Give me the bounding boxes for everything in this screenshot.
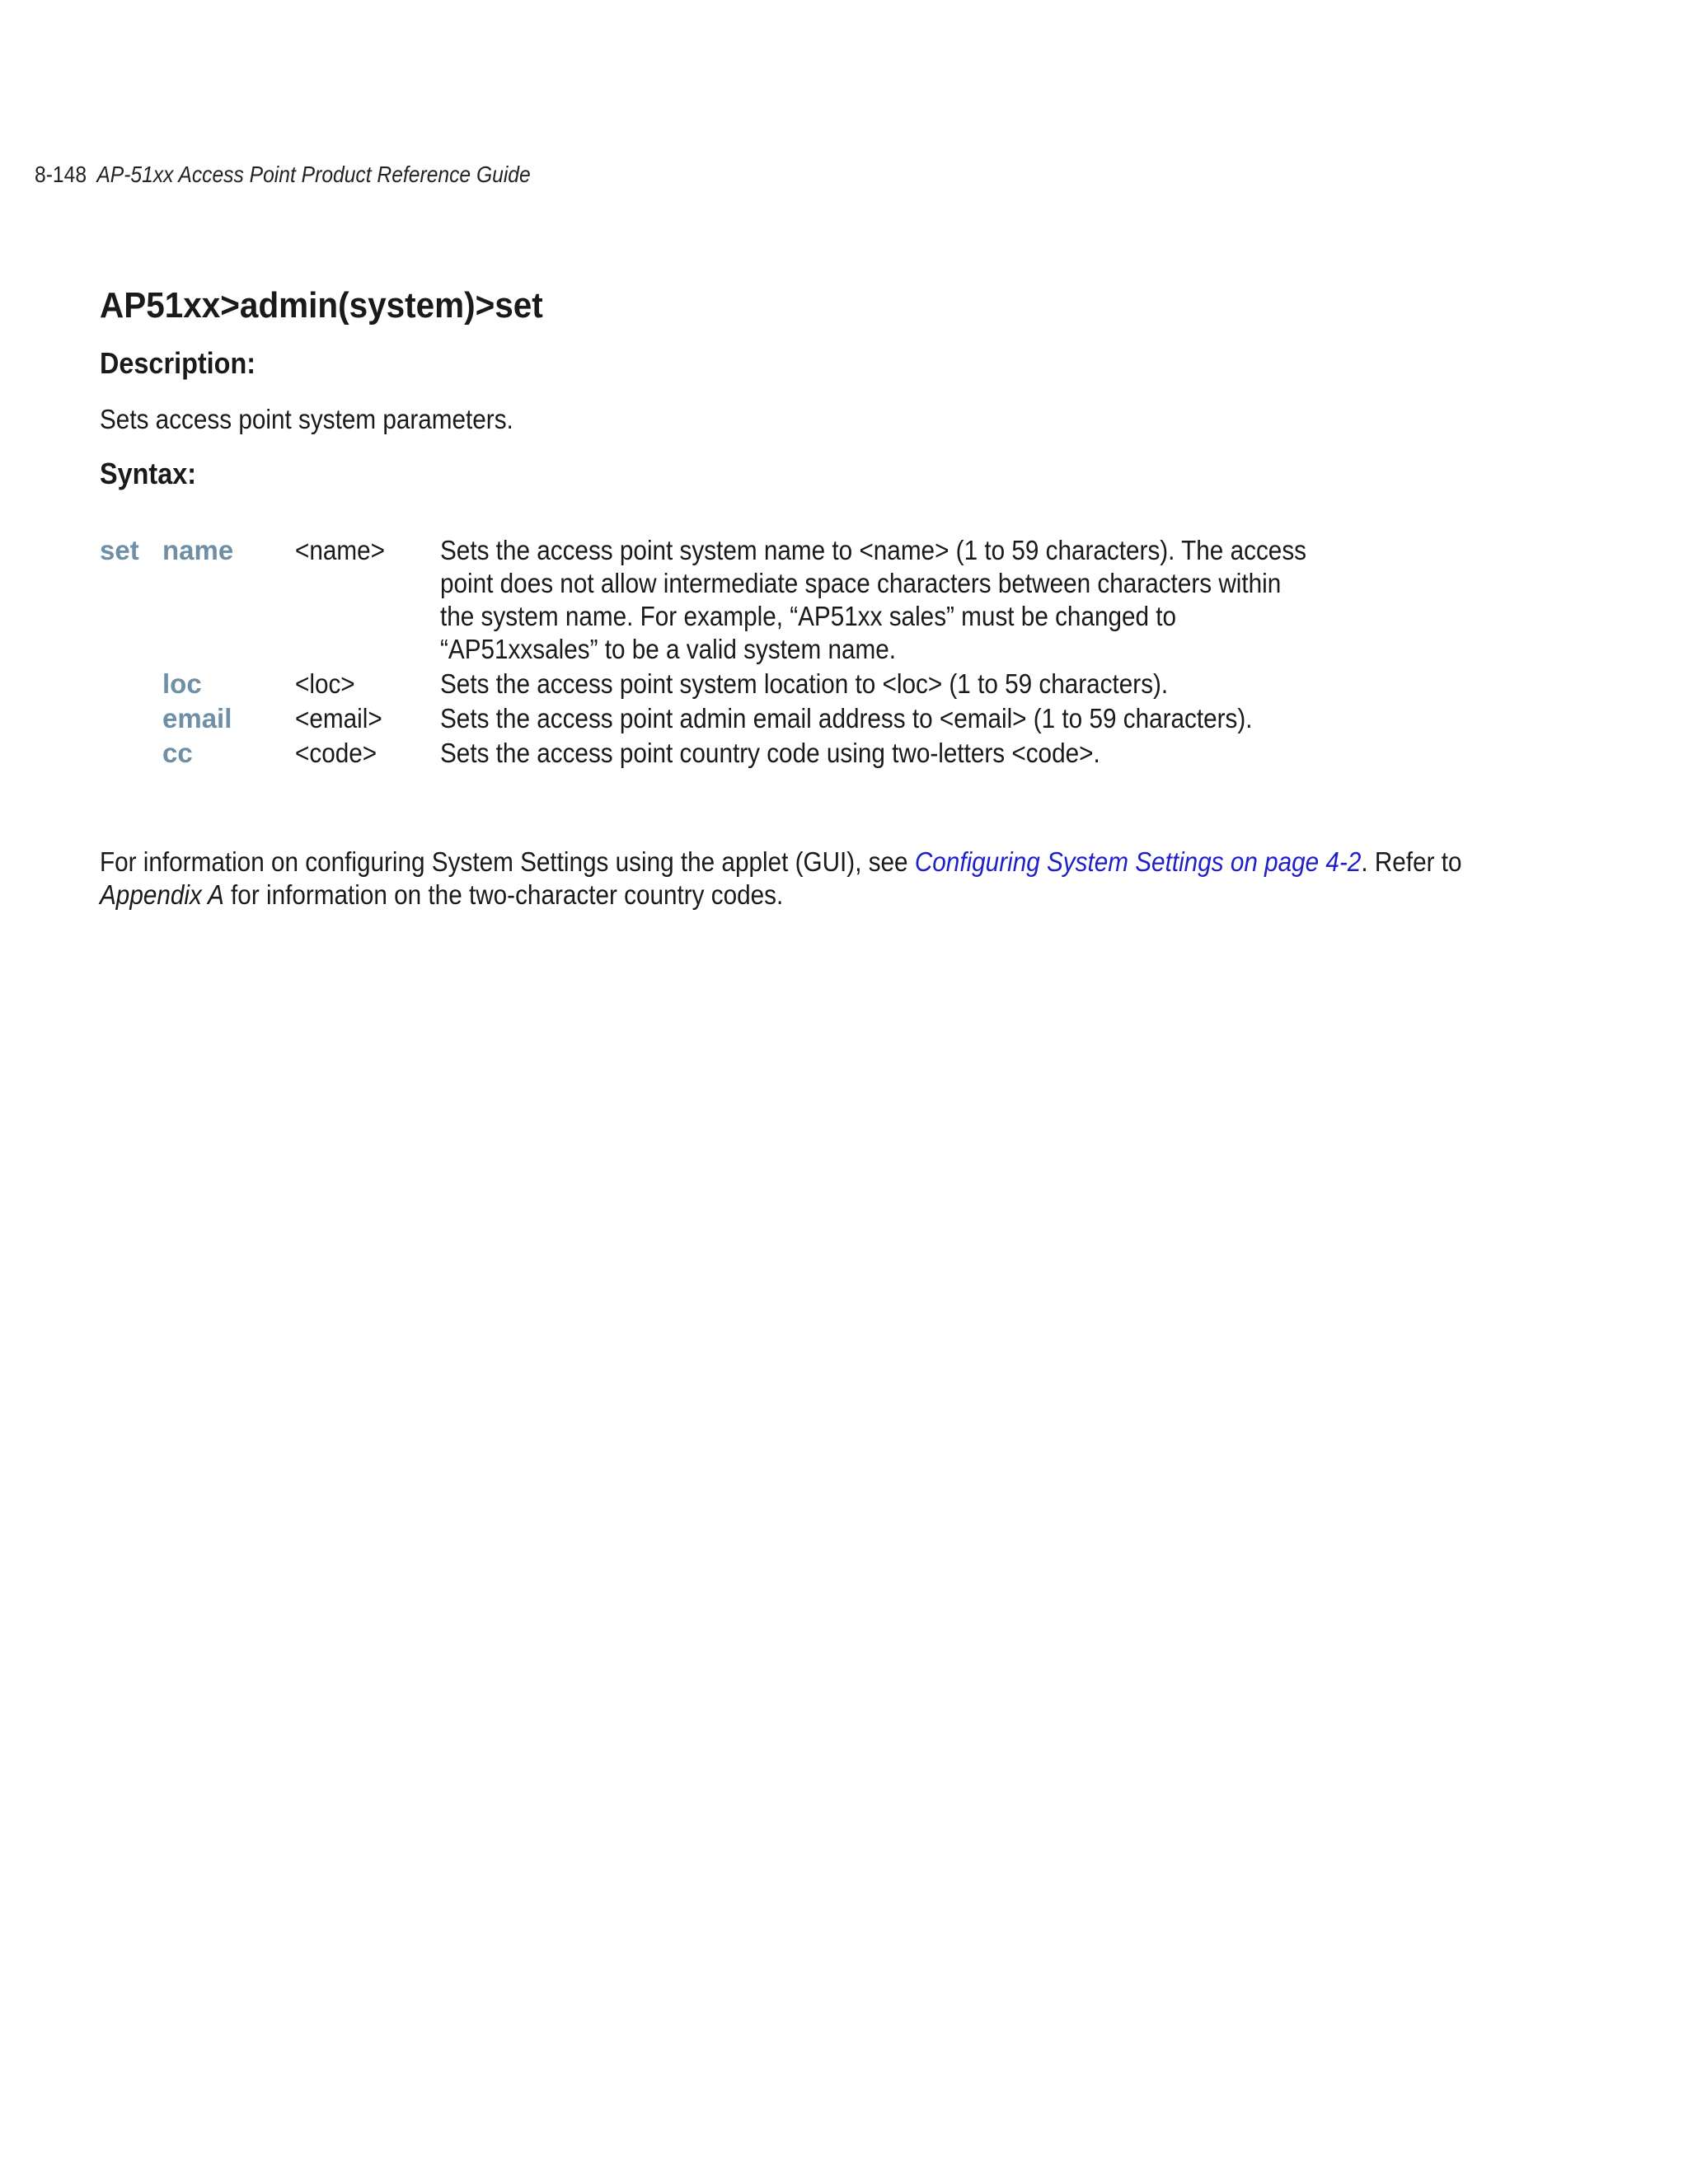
- description-email: [440, 702, 1289, 735]
- description-line: point does not allow intermediate space characters between characters within: [440, 568, 1282, 598]
- cross-reference-link[interactable]: Configuring System Settings on page 4-2: [914, 846, 1362, 877]
- command-keyword-set: set: [100, 535, 139, 565]
- page-number: 8-148: [35, 162, 87, 187]
- argument-email: <email>: [295, 703, 382, 733]
- description-line: Sets the access point system location to <loc> (1 to 59 characters).: [440, 668, 1169, 699]
- reference-text: For information on configuring System Settings using the applet (GUI), see: [100, 846, 915, 877]
- description-line: the system name. For example, “AP51xx sales” must be changed to: [440, 601, 1177, 631]
- syntax-table: [100, 534, 1501, 770]
- reference-line-1: [100, 846, 1462, 879]
- syntax-row-email: [100, 702, 1501, 735]
- syntax-heading: Syntax:: [100, 457, 197, 490]
- command-title: AP51xx>admin(system)>set: [100, 285, 543, 326]
- description-loc: [440, 668, 1289, 701]
- main-content: [100, 285, 1501, 912]
- description-line: Sets the access point country code using two-letters <code>.: [440, 738, 1100, 768]
- page-header: [35, 162, 531, 188]
- description-cc: [440, 737, 1289, 770]
- guide-title: AP-51xx Access Point Product Reference Guide: [96, 162, 531, 187]
- reference-text: for information on the two-character country codes.: [223, 879, 784, 910]
- description-name: [440, 534, 1307, 666]
- description-text: Sets access point system parameters.: [100, 404, 513, 434]
- description-line: Sets the access point admin email address to <email> (1 to 59 characters).: [440, 703, 1253, 733]
- reference-line-2: [100, 879, 1361, 912]
- keyword-cc: cc: [162, 738, 193, 768]
- reference-text: . Refer to: [1361, 846, 1462, 877]
- appendix-reference: Appendix A: [100, 879, 224, 910]
- keyword-name: name: [162, 535, 234, 565]
- argument-loc: <loc>: [295, 668, 355, 699]
- syntax-row-name: [100, 534, 1501, 666]
- keyword-loc: loc: [162, 668, 202, 699]
- description-line: “AP51xxsales” to be a valid system name.: [440, 634, 896, 664]
- syntax-row-cc: [100, 737, 1501, 770]
- keyword-email: email: [162, 703, 232, 733]
- syntax-row-loc: [100, 668, 1501, 701]
- argument-name: <name>: [295, 535, 385, 565]
- reference-paragraph: [100, 846, 1501, 912]
- description-heading: Description:: [100, 346, 256, 380]
- description-line: Sets the access point system name to <name> (1 to 59 characters). The access: [440, 535, 1307, 565]
- argument-cc: <code>: [295, 738, 377, 768]
